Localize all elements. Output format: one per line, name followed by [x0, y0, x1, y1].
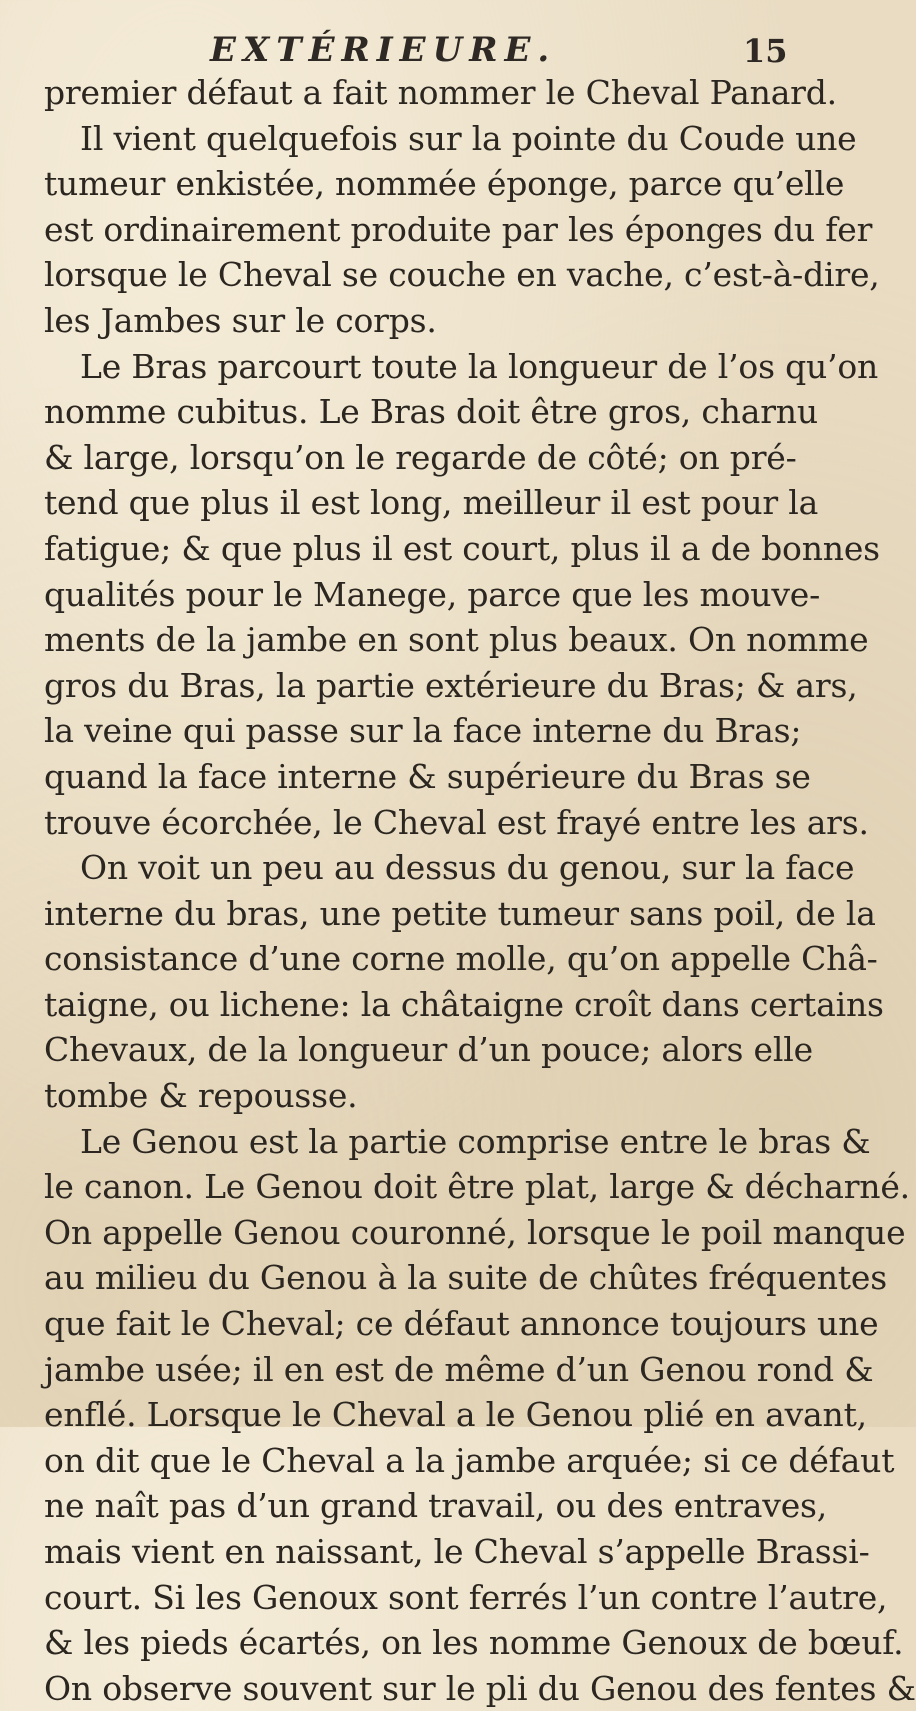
- text-line: que fait le Cheval; ce défaut annonce toujours une: [44, 1304, 879, 1344]
- text-line: ments de la jambe en sont plus beaux. On nomme: [44, 620, 869, 660]
- text-line: tombe & repousse.: [44, 1076, 358, 1116]
- page-number: 15: [743, 32, 788, 70]
- text-line: on dit que le Cheval a la jambe arquée; si ce défaut: [44, 1440, 895, 1480]
- text-line: qualités pour le Manege, parce que les mouve-: [44, 574, 821, 614]
- text-line: lorsque le Cheval se couche en vache, c’est-à-dire,: [44, 255, 880, 295]
- text-line: Le Genou est la partie comprise entre le bras &: [80, 1121, 871, 1161]
- text-line: On voit un peu au dessus du genou, sur la face: [80, 848, 855, 888]
- text-line: interne du bras, une petite tumeur sans poil, de la: [44, 893, 876, 933]
- text-line: gros du Bras, la partie extérieure du Bras; & ars,: [44, 665, 858, 705]
- text-line: court. Si les Genoux sont ferrés l’un contre l’autre,: [44, 1577, 888, 1617]
- text-line: & large, lorsqu’on le regarde de côté; on pré-: [44, 437, 797, 477]
- text-line: Le Bras parcourt toute la longueur de l’os qu’on: [80, 346, 879, 386]
- text-line: tumeur enkistée, nommée éponge, parce qu’elle: [44, 164, 845, 204]
- text-line: premier défaut a fait nommer le Cheval Panard.: [44, 73, 837, 112]
- text-line: On appelle Genou couronné, lorsque le poil manque: [44, 1212, 906, 1252]
- text-line: les Jambes sur le corps.: [44, 300, 437, 340]
- body-text: [44, 70, 916, 1711]
- text-line: le canon. Le Genou doit être plat, large & décharné.: [44, 1167, 910, 1207]
- text-line: Il vient quelquefois sur la pointe du Coude une: [80, 118, 857, 158]
- text-line: nomme cubitus. Le Bras doit être gros, charnu: [44, 392, 818, 432]
- text-line: Chevaux, de la longueur d’un pouce; alors elle: [44, 1030, 813, 1070]
- text-line: jambe usée; il en est de même d’un Genou rond &: [44, 1349, 874, 1389]
- text-line: est ordinairement produite par les éponges du fer: [44, 209, 873, 249]
- text-line: mais vient en naissant, le Cheval s’appelle Brassi-: [44, 1532, 870, 1571]
- text-line: quand la face interne & supérieure du Bras se: [44, 756, 811, 796]
- text-line: au milieu du Genou à la suite de chûtes fréquentes: [44, 1258, 887, 1298]
- text-line: taigne, ou lichene: la châtaigne croît dans certains: [44, 984, 884, 1024]
- text-line: consistance d’une corne molle, qu’on appelle Châ-: [44, 939, 878, 979]
- text-line: & les pieds écartés, on les nomme Genoux de bœuf.: [44, 1623, 904, 1663]
- text-line: fatigue; & que plus il est court, plus il a de bonnes: [44, 528, 880, 568]
- text-line: On observe souvent sur le pli du Genou des fentes &: [44, 1668, 916, 1708]
- text-line: enflé. Lorsque le Cheval a le Genou plié en avant,: [44, 1395, 867, 1435]
- text-line: ne naît pas d’un grand travail, ou des entraves,: [44, 1486, 828, 1526]
- text-line: la veine qui passe sur la face interne du Bras;: [44, 711, 802, 751]
- text-line: trouve écorchée, le Cheval est frayé entre les ars.: [44, 802, 869, 842]
- running-title: EXTÉRIEURE.: [210, 30, 557, 70]
- running-head: [0, 30, 800, 74]
- text-line: tend que plus il est long, meilleur il est pour la: [44, 483, 819, 523]
